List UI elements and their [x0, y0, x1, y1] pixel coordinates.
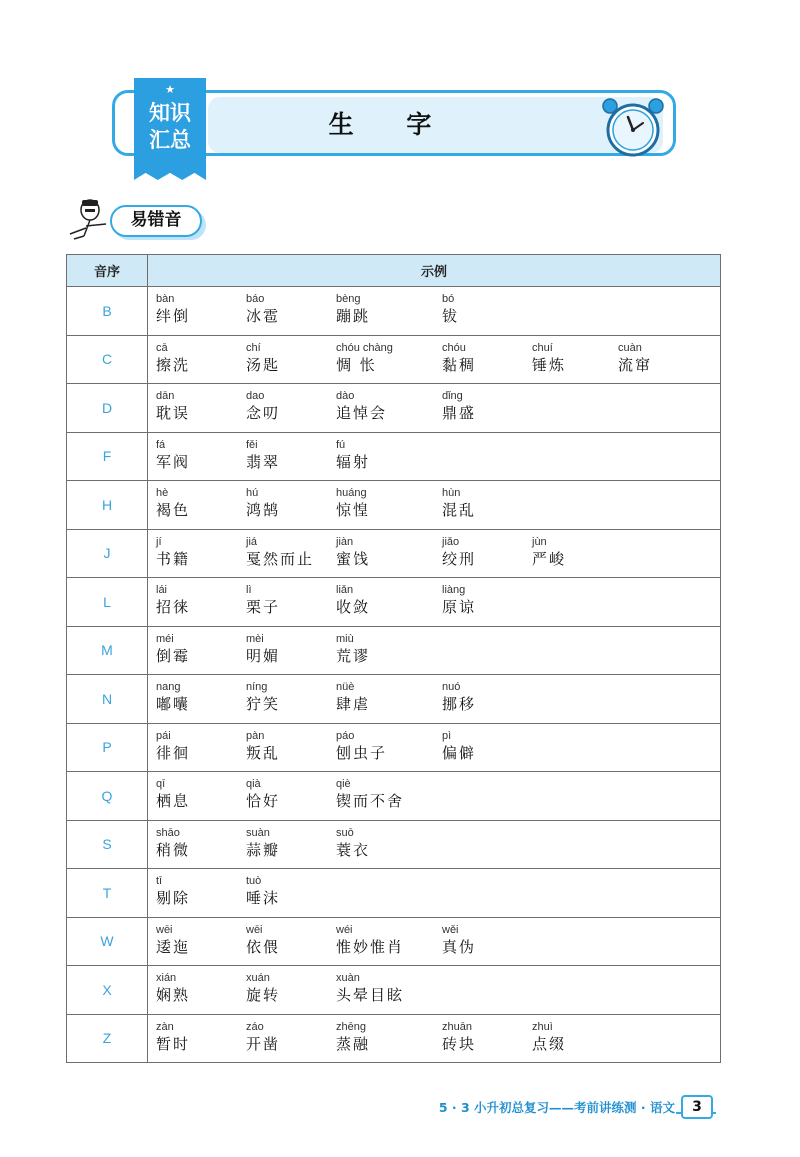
pinyin: cuàn — [618, 341, 642, 354]
initial-letter: M — [67, 626, 148, 675]
pinyin: pàn — [246, 729, 265, 742]
chinese-word: 念叨 — [246, 404, 281, 422]
table-row — [67, 432, 721, 481]
pinyin: bàn — [156, 293, 175, 305]
table-row — [67, 287, 721, 336]
word-entry — [246, 729, 280, 763]
word-entry — [246, 777, 280, 811]
chinese-word: 蹦跳 — [336, 307, 371, 325]
word-entry — [442, 535, 476, 569]
pinyin: tī — [156, 875, 163, 887]
pinyin: páo — [336, 729, 355, 742]
word-entry — [336, 341, 393, 375]
word-entry — [246, 680, 280, 714]
word-entry — [156, 923, 190, 957]
pinyin: bèng — [336, 293, 361, 305]
alarm-clock-icon — [598, 94, 668, 158]
pinyin: hùn — [442, 487, 461, 499]
table-row — [67, 626, 721, 675]
table-row — [67, 1014, 721, 1063]
word-entry — [442, 923, 476, 957]
pinyin: bó — [442, 293, 455, 305]
chinese-word: 锤炼 — [532, 355, 567, 374]
pronunciation-table — [66, 254, 721, 1063]
pinyin: shāo — [156, 826, 180, 839]
word-entry — [156, 292, 190, 326]
chinese-word: 刨虫子 — [336, 743, 388, 762]
page-number: 3 — [681, 1095, 713, 1119]
initial-letter: Q — [67, 772, 148, 821]
table-row — [67, 481, 721, 530]
chinese-word: 戛然而止 — [246, 549, 315, 568]
pinyin: wěi — [442, 923, 459, 936]
example-words-cell — [148, 626, 721, 675]
pinyin: nüè — [336, 681, 355, 693]
example-words-cell — [148, 287, 721, 336]
table-row — [67, 529, 721, 578]
pinyin: suō — [336, 826, 354, 839]
word-entry — [336, 1020, 370, 1054]
pinyin: chuí — [532, 341, 553, 354]
pinyin: nang — [156, 681, 181, 693]
pinyin: dān — [156, 390, 175, 402]
word-entry — [336, 923, 404, 957]
chinese-word: 钹 — [442, 307, 460, 325]
chinese-word: 鸿鹄 — [246, 501, 281, 519]
word-entry — [246, 486, 280, 520]
pinyin: pái — [156, 729, 171, 742]
chinese-word: 收敛 — [336, 598, 371, 616]
word-entry — [336, 292, 370, 326]
word-entry — [156, 535, 190, 569]
ribbon-label — [134, 100, 206, 154]
word-entry — [336, 971, 404, 1005]
pinyin: zhēng — [336, 1020, 366, 1033]
initial-letter: B — [67, 287, 148, 336]
pinyin: zhuān — [442, 1020, 472, 1033]
initial-letter: P — [67, 723, 148, 772]
chinese-word: 翡翠 — [246, 452, 281, 471]
word-entry — [246, 1020, 280, 1054]
word-entry — [336, 389, 387, 423]
chinese-word: 黏稠 — [442, 355, 477, 374]
chinese-word: 暂时 — [156, 1034, 191, 1053]
initial-letter: J — [67, 529, 148, 578]
chinese-word: 书籍 — [156, 549, 191, 568]
pinyin: záo — [246, 1020, 264, 1033]
pinyin: méi — [156, 632, 174, 645]
table-row — [67, 384, 721, 433]
pinyin: fú — [336, 438, 346, 451]
pinyin: chóu chàng — [336, 341, 393, 354]
word-entry — [246, 389, 280, 423]
word-entry — [442, 729, 476, 763]
chinese-word: 真伪 — [442, 937, 477, 956]
chinese-word: 逶迤 — [156, 937, 191, 956]
word-entry — [246, 826, 280, 860]
chinese-word: 军阀 — [156, 452, 191, 471]
pinyin: chóu — [442, 341, 466, 354]
example-words-cell — [148, 578, 721, 627]
chinese-word: 锲而不舍 — [336, 792, 405, 810]
ribbon-line-2: 汇总 — [149, 128, 191, 152]
pinyin: qià — [246, 778, 261, 790]
chinese-word: 恰好 — [246, 792, 281, 810]
word-entry — [246, 874, 280, 908]
word-entry — [618, 341, 652, 375]
pinyin: báo — [246, 293, 265, 305]
word-entry — [246, 535, 314, 569]
chinese-word: 褐色 — [156, 501, 191, 519]
word-entry — [336, 729, 387, 763]
word-entry — [336, 486, 370, 520]
pinyin: wēi — [246, 923, 263, 936]
word-entry — [156, 1020, 190, 1054]
word-entry — [442, 341, 476, 375]
word-entry — [442, 292, 459, 326]
word-entry — [156, 729, 190, 763]
word-entry — [532, 341, 566, 375]
table-row — [67, 820, 721, 869]
pinyin: hè — [156, 487, 169, 499]
table-row — [67, 335, 721, 384]
example-words-cell — [148, 869, 721, 918]
chinese-word: 肆虐 — [336, 695, 371, 713]
chinese-word: 唾沫 — [246, 889, 281, 907]
pinyin: mèi — [246, 632, 264, 645]
word-entry — [336, 583, 370, 617]
chinese-word: 蓑衣 — [336, 840, 371, 859]
pinyin: xián — [156, 972, 177, 984]
example-words-cell — [148, 675, 721, 724]
word-entry — [156, 341, 190, 375]
word-entry — [442, 486, 476, 520]
word-entry — [156, 486, 190, 520]
word-entry — [246, 438, 280, 472]
table-row — [67, 966, 721, 1015]
table-row — [67, 917, 721, 966]
table-row — [67, 869, 721, 918]
example-words-cell — [148, 335, 721, 384]
chinese-word: 汤匙 — [246, 355, 281, 374]
pinyin: hú — [246, 487, 259, 499]
example-words-cell — [148, 723, 721, 772]
word-entry — [156, 438, 190, 472]
chinese-word: 砖块 — [442, 1034, 477, 1053]
example-words-cell — [148, 1014, 721, 1063]
pinyin: cā — [156, 341, 168, 354]
word-entry — [156, 874, 190, 908]
word-entry — [336, 777, 404, 811]
chinese-word: 蒸融 — [336, 1034, 371, 1053]
word-entry — [156, 826, 190, 860]
section-label: 易错音 — [130, 210, 182, 230]
word-entry — [246, 341, 280, 375]
pinyin: jiǎo — [442, 535, 460, 548]
example-words-cell — [148, 384, 721, 433]
chinese-word: 耽误 — [156, 404, 191, 422]
pinyin: níng — [246, 681, 268, 693]
chinese-word: 原谅 — [442, 598, 477, 616]
word-entry — [532, 535, 566, 569]
chinese-word: 惟妙惟肖 — [336, 937, 405, 956]
example-words-cell — [148, 820, 721, 869]
word-entry — [532, 1020, 566, 1054]
pinyin: liǎn — [336, 584, 354, 596]
chinese-word: 惊惶 — [336, 501, 371, 519]
chinese-word: 开凿 — [246, 1034, 281, 1053]
initial-letter: L — [67, 578, 148, 627]
word-entry — [442, 1020, 476, 1054]
word-entry — [156, 583, 190, 617]
pinyin: zàn — [156, 1020, 174, 1033]
chinese-word: 徘徊 — [156, 743, 191, 762]
pinyin: huáng — [336, 487, 367, 499]
word-entry — [336, 680, 370, 714]
word-entry — [156, 777, 190, 811]
chinese-word: 绊倒 — [156, 307, 191, 325]
chinese-word: 蜜饯 — [336, 549, 371, 568]
pinyin: pì — [442, 729, 452, 742]
chinese-word: 偏僻 — [442, 743, 477, 762]
pinyin: wēi — [156, 923, 173, 936]
word-entry — [336, 826, 370, 860]
pinyin: dao — [246, 390, 265, 402]
star-icon: ★ — [165, 83, 175, 96]
pinyin: fá — [156, 438, 166, 451]
example-words-cell — [148, 432, 721, 481]
chinese-word: 辐射 — [336, 452, 371, 471]
table-row — [67, 723, 721, 772]
pinyin: wéi — [336, 923, 353, 936]
initial-letter: Z — [67, 1014, 148, 1063]
word-entry — [442, 389, 476, 423]
initial-letter: F — [67, 432, 148, 481]
word-entry — [246, 292, 280, 326]
pinyin: chí — [246, 341, 261, 354]
pinyin: xuán — [246, 972, 270, 984]
initial-letter: D — [67, 384, 148, 433]
initial-letter: N — [67, 675, 148, 724]
example-words-cell — [148, 772, 721, 821]
pinyin: lái — [156, 584, 168, 596]
chinese-word: 惆 怅 — [336, 355, 377, 374]
word-entry — [156, 632, 190, 666]
word-entry — [336, 632, 370, 666]
chinese-word: 招徕 — [156, 598, 191, 616]
word-entry — [156, 680, 190, 714]
pinyin: jí — [156, 535, 162, 548]
chinese-word: 鼎盛 — [442, 404, 477, 422]
chinese-word: 剔除 — [156, 889, 191, 907]
pinyin: fěi — [246, 438, 258, 451]
column-header-letter: 音序 — [67, 255, 148, 287]
mascot-pointing-icon — [62, 196, 112, 240]
page-title: 生 字 — [328, 110, 454, 139]
chinese-word: 挪移 — [442, 695, 477, 713]
word-entry — [246, 923, 280, 957]
chinese-word: 明媚 — [246, 646, 281, 665]
chinese-word: 旋转 — [246, 986, 281, 1004]
initial-letter: W — [67, 917, 148, 966]
initial-letter: H — [67, 481, 148, 530]
initial-letter: C — [67, 335, 148, 384]
table-header-row — [67, 255, 721, 287]
chinese-word: 娴熟 — [156, 986, 191, 1004]
pinyin: liàng — [442, 584, 466, 596]
chinese-word: 倒霉 — [156, 646, 191, 665]
word-entry — [336, 438, 370, 472]
table-row — [67, 772, 721, 821]
chinese-word: 栖息 — [156, 792, 191, 810]
chinese-word: 严峻 — [532, 549, 567, 568]
word-entry — [156, 389, 190, 423]
table-row — [67, 675, 721, 724]
column-header-examples: 示例 — [148, 255, 721, 287]
ribbon-line-1: 知识 — [149, 101, 191, 125]
pinyin: lì — [246, 584, 252, 596]
pinyin: zhuì — [532, 1020, 553, 1033]
book-series-title: 5 · 3 小升初总复习——考前讲练测 · 语文 — [438, 1100, 675, 1115]
chinese-word: 荒谬 — [336, 646, 371, 665]
example-words-cell — [148, 966, 721, 1015]
chinese-word: 点缀 — [532, 1034, 567, 1053]
chinese-word: 叛乱 — [246, 743, 281, 762]
chinese-word: 头晕目眩 — [336, 986, 405, 1004]
pinyin: jiá — [246, 535, 258, 548]
chinese-word: 栗子 — [246, 598, 281, 616]
example-words-cell — [148, 481, 721, 530]
word-entry — [442, 680, 476, 714]
initial-letter: S — [67, 820, 148, 869]
word-entry — [246, 583, 280, 617]
word-entry — [156, 971, 190, 1005]
pinyin: qī — [156, 778, 166, 790]
word-entry — [246, 632, 280, 666]
word-entry — [336, 535, 370, 569]
chinese-word: 绞刑 — [442, 549, 477, 568]
word-entry — [246, 971, 280, 1005]
pinyin: qiè — [336, 778, 351, 790]
pinyin: tuò — [246, 875, 262, 887]
chinese-word: 稍微 — [156, 840, 191, 859]
pinyin: miù — [336, 632, 354, 645]
chinese-word: 狞笑 — [246, 695, 281, 713]
initial-letter: X — [67, 966, 148, 1015]
chinese-word: 依偎 — [246, 937, 281, 956]
pinyin: jùn — [532, 535, 547, 548]
pinyin: dǐng — [442, 390, 463, 402]
pinyin: jiàn — [336, 535, 354, 548]
pinyin: dào — [336, 390, 355, 402]
chinese-word: 蒜瓣 — [246, 840, 281, 859]
chinese-word: 冰雹 — [246, 307, 281, 325]
table-row — [67, 578, 721, 627]
pinyin: nuó — [442, 681, 461, 693]
chinese-word: 流窜 — [618, 355, 653, 374]
chinese-word: 追悼会 — [336, 404, 388, 422]
pinyin: xuàn — [336, 972, 360, 984]
pinyin: suàn — [246, 826, 270, 839]
word-entry — [442, 583, 476, 617]
chinese-word: 擦洗 — [156, 355, 191, 374]
example-words-cell — [148, 917, 721, 966]
chinese-word: 混乱 — [442, 501, 477, 519]
example-words-cell — [148, 529, 721, 578]
initial-letter: T — [67, 869, 148, 918]
chinese-word: 嘟囔 — [156, 695, 191, 713]
